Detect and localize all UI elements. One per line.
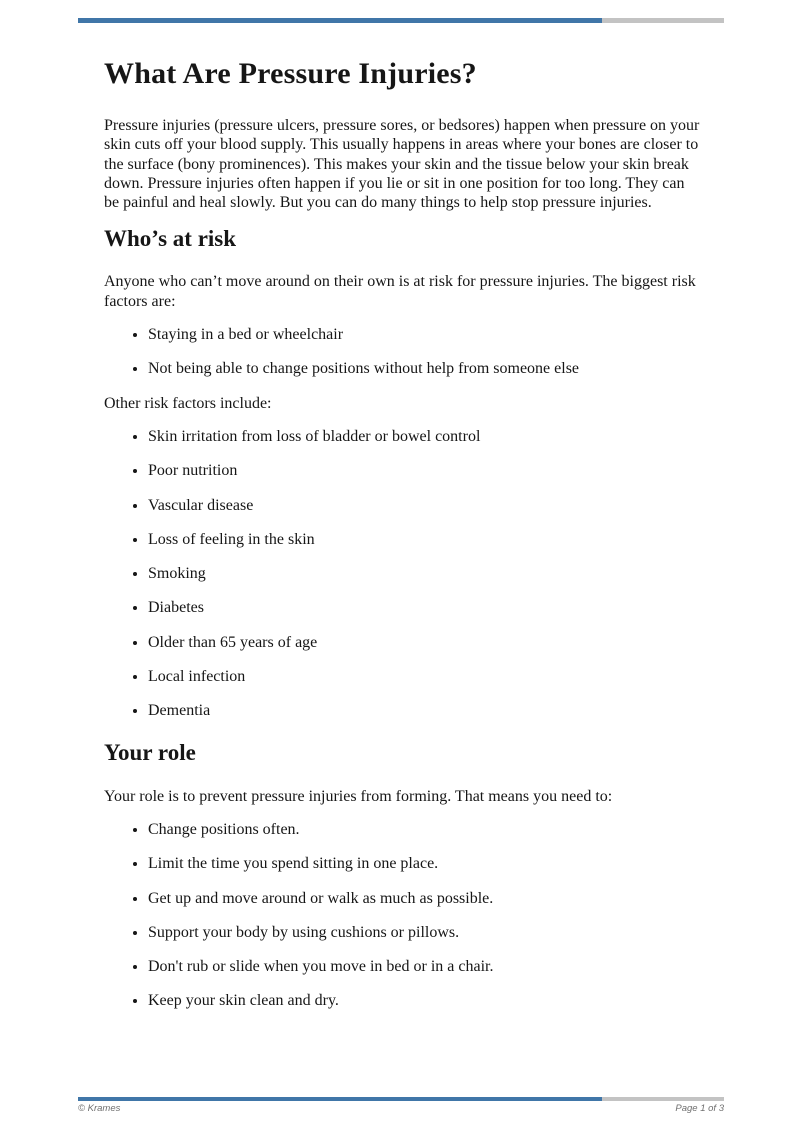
document-body (104, 57, 700, 1011)
who-section-intro: Anyone who can’t move around on their own is at risk for pressure injuries. The biggest risk factors are: (104, 273, 696, 310)
footer-rule (78, 1097, 724, 1101)
list-item: • Limit the time you spend sitting in one place. (148, 854, 700, 873)
list-item: • Get up and move around or walk as much as possible. (148, 889, 700, 908)
footer-page-number: Page 1 of 3 (675, 1103, 724, 1114)
other-risk-factors-list (104, 427, 700, 721)
list-item: • Change positions often. (148, 820, 700, 839)
list-item: • Local infection (148, 667, 700, 686)
list-item: • Poor nutrition (148, 461, 700, 480)
header-rule-blue-segment (78, 18, 602, 23)
list-item: • Older than 65 years of age (148, 633, 700, 652)
risk-factors-list (104, 325, 700, 379)
section-heading-your-role: Your role (104, 739, 196, 765)
role-section-intro: Your role is to prevent pressure injuries from forming. That means you need to: (104, 787, 613, 805)
list-item: • Loss of feeling in the skin (148, 530, 700, 549)
other-risk-factors-intro: Other risk factors include: (104, 394, 272, 412)
list-item: • Don't rub or slide when you move in bed or in a chair. (148, 957, 700, 976)
intro-paragraph: Pressure injuries (pressure ulcers, pressure sores, or bedsores) happen when pressure on your skin cuts off your blood supply. This usually happens in areas where your bones are closer to the surface (bony prominences). This makes your skin and the tissue below your skin break down. Pressure injuries often happen if you lie or sit in one position for too long. They can be painful and heal slowly. But you can do many things to help stop pressure injuries. (104, 117, 700, 212)
header-rule-gray-segment (602, 18, 724, 23)
section-heading-whos-at-risk: Who’s at risk (104, 226, 237, 252)
header-rule (78, 18, 724, 23)
list-item: • Vascular disease (148, 496, 700, 515)
footer-rule-blue-segment (78, 1097, 602, 1101)
list-item: • Dementia (148, 701, 700, 720)
list-item: • Smoking (148, 564, 700, 583)
footer (78, 1103, 724, 1114)
footer-copyright: © Krames (78, 1103, 121, 1114)
page-title: What Are Pressure Injuries? (104, 57, 477, 90)
list-item: • Not being able to change positions without help from someone else (148, 359, 700, 378)
list-item: • Support your body by using cushions or pillows. (148, 923, 700, 942)
list-item: • Skin irritation from loss of bladder or bowel control (148, 427, 700, 446)
footer-rule-gray-segment (602, 1097, 724, 1101)
list-item: • Staying in a bed or wheelchair (148, 325, 700, 344)
list-item: • Diabetes (148, 598, 700, 617)
list-item: • Keep your skin clean and dry. (148, 991, 700, 1010)
role-actions-list (104, 820, 700, 1011)
